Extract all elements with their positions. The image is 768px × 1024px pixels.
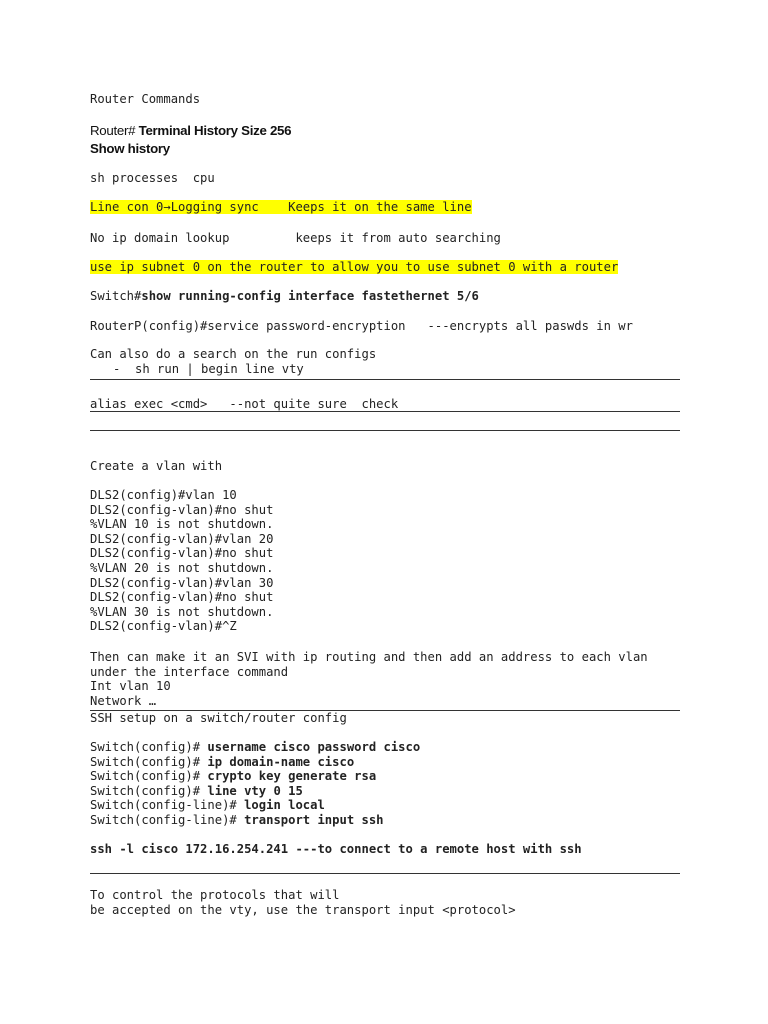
line-con-highlight: Line con 0→Logging sync Keeps it on the same line: [90, 200, 472, 214]
switch-prompt: Switch#: [90, 289, 142, 303]
code-line: %VLAN 10 is not shutdown.: [90, 517, 274, 532]
divider: [90, 379, 680, 380]
divider: [90, 430, 680, 431]
svi-line: under the interface command: [90, 664, 289, 679]
code-line: [90, 784, 420, 799]
cli-prompt: Switch(config)#: [90, 754, 208, 769]
cli-prompt: Switch(config)#: [90, 769, 208, 784]
page-title: Router Commands: [90, 92, 201, 106]
line-con-line: [90, 200, 472, 215]
cli-command: transport input ssh: [244, 812, 384, 827]
show-history-line: Show history: [90, 141, 170, 156]
vlan-intro-line: Create a vlan with: [90, 459, 223, 473]
subnet-zero-line: [90, 260, 618, 275]
vlan-config-block: [90, 488, 273, 634]
router-prompt: Router#: [90, 123, 136, 138]
divider: [90, 411, 680, 412]
show-run-command: show running-config interface fastethernet 5/6: [141, 289, 479, 303]
cli-command: username cisco password cisco: [207, 740, 421, 754]
code-line: [90, 813, 420, 828]
code-line: DLS2(config-vlan)#no shut: [90, 546, 274, 561]
ssh-heading: SSH setup on a switch/router config: [90, 711, 347, 725]
cli-prompt: Switch(config)#: [90, 783, 208, 798]
subnet-zero-highlight: use ip subnet 0 on the router to allow you to use subnet 0 with a router: [90, 260, 619, 274]
code-line: DLS2(config-vlan)#vlan 20: [90, 531, 274, 546]
history-size-line: [90, 123, 291, 138]
show-run-line: [90, 289, 479, 304]
protocols-block: [90, 888, 516, 917]
code-line: DLS2(config-vlan)#vlan 30: [90, 575, 274, 590]
processes-line: sh processes cpu: [90, 171, 215, 185]
divider: [90, 873, 680, 874]
cli-prompt: Switch(config-line)#: [90, 798, 245, 813]
code-line: DLS2(config)#vlan 10: [90, 488, 237, 502]
code-line: [90, 755, 420, 770]
cli-command: ip domain-name cisco: [207, 754, 355, 769]
search-command-line: - sh run | begin line vty: [113, 362, 304, 376]
code-line: [90, 740, 420, 755]
code-line: DLS2(config-vlan)#no shut: [90, 590, 274, 605]
ssh-config-block: [90, 740, 420, 828]
code-line: [90, 769, 420, 784]
history-size-command: Terminal History Size 256: [135, 123, 292, 138]
svi-line: Int vlan 10: [90, 679, 171, 694]
domain-lookup-line: No ip domain lookup keeps it from auto searching: [90, 231, 501, 245]
cli-command: crypto key generate rsa: [207, 769, 377, 784]
cli-prompt: Switch(config-line)#: [90, 812, 245, 827]
service-password-line: RouterP(config)#service password-encryption ---encrypts all paswds in wr: [90, 319, 633, 333]
code-line: %VLAN 30 is not shutdown.: [90, 604, 274, 619]
cli-command: line vty 0 15: [207, 783, 303, 798]
cli-command: login local: [244, 798, 325, 813]
protocols-line: be accepted on the vty, use the transport input <protocol>: [90, 902, 516, 917]
search-intro-line: Can also do a search on the run configs: [90, 347, 377, 361]
code-line: DLS2(config-vlan)#^Z: [90, 619, 237, 634]
svi-line: Network …: [90, 693, 157, 708]
code-line: DLS2(config-vlan)#no shut: [90, 502, 274, 517]
code-line: [90, 798, 420, 813]
alias-line: alias exec <cmd> --not quite sure check: [90, 397, 399, 411]
ssh-connect-line: ssh -l cisco 172.16.254.241 ---to connect to a remote host with ssh: [90, 842, 582, 856]
svi-block: [90, 650, 648, 708]
protocols-line: To control the protocols that will: [90, 888, 340, 902]
cli-prompt: Switch(config)#: [90, 740, 208, 754]
svi-line: Then can make it an SVI with ip routing and then add an address to each vlan: [90, 650, 648, 664]
code-line: %VLAN 20 is not shutdown.: [90, 560, 274, 575]
